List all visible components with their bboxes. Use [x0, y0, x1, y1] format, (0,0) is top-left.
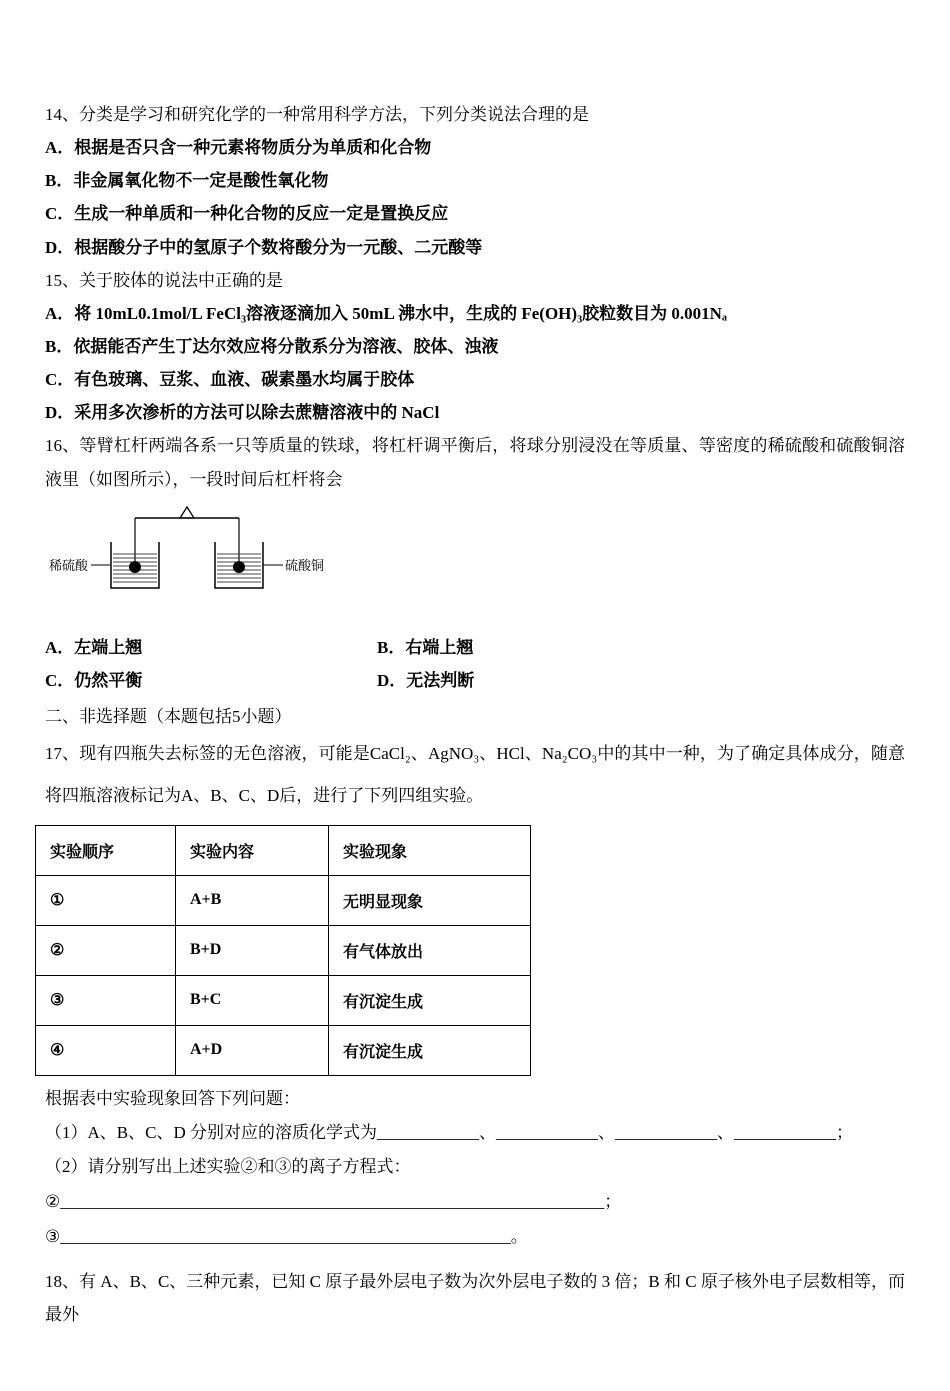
table-cell-order-2: ② [36, 925, 176, 975]
table-row [36, 1025, 531, 1075]
left-beaker-label: 稀硫酸 [49, 557, 89, 573]
q14-stem: 14、分类是学习和研究化学的一种常用科学方法，下列分类说法合理的是 [45, 105, 589, 124]
q17-sub1: （1）A、B、C、D 分别对应的溶质化学式为____________、____________、____________、____________； [45, 1122, 853, 1142]
fulcrum-icon [180, 507, 194, 518]
experiment-table [35, 825, 531, 1076]
q17-sub2: （2）请分别写出上述实验②和③的离子方程式： [45, 1156, 411, 1176]
q16-option-d: D．无法判断 [377, 670, 475, 690]
q17-blank-2: ②________________________________________________________________； [45, 1191, 622, 1211]
table-cell-phenomenon-3: 有沉淀生成 [329, 975, 531, 1025]
q14-option-a: A．根据是否只含一种元素将物质分为单质和化合物 [45, 138, 432, 158]
experiment-table-header-row [36, 825, 531, 875]
q17-stem: 17、现有四瓶失去标签的无色溶液，可能是CaCl₂、AgNO₃、HCl、Na₂CO₃中的其中一种，为了确定具体成分，随意将四瓶溶液标记为A、B、C、D后，进行了下列四组实验。 [45, 744, 905, 805]
table-cell-phenomenon-4: 有沉淀生成 [329, 1025, 531, 1075]
q16-options-row2 [45, 664, 905, 697]
table-cell-order-1: ① [36, 875, 176, 925]
q14-option-b: B．非金属氧化物不一定是酸性氧化物 [45, 171, 329, 191]
table-cell-phenomenon-1: 无明显现象 [329, 875, 531, 925]
table-cell-content-3: B+C [176, 975, 329, 1025]
table-header-order: 实验顺序 [36, 825, 176, 875]
table-cell-order-3: ③ [36, 975, 176, 1025]
table-cell-content-1: A+B [176, 875, 329, 925]
q16-option-a: A．左端上翘 [45, 637, 143, 657]
table-header-phenomenon: 实验现象 [329, 825, 531, 875]
q15-option-a: A．将 10mL0.1mol/L FeCl₃溶液逐滴加入 50mL 沸水中，生成的 Fe(OH)₃胶粒数目为 0.001Nₐ [45, 303, 727, 323]
table-cell-order-4: ④ [36, 1025, 176, 1075]
table-cell-phenomenon-2: 有气体放出 [329, 925, 531, 975]
q16-option-c: C．仍然平衡 [45, 670, 143, 690]
q16-stem: 16、等臂杠杆两端各系一只等质量的铁球，将杠杆调平衡后，将球分别浸没在等质量、等密度的稀硫酸和硫酸铜溶液里（如图所示），一段时间后杠杆将会 [45, 436, 905, 489]
left-iron-ball [129, 561, 141, 573]
right-beaker-label: 硫酸铜 [285, 557, 325, 573]
q15-option-b: B．依据能否产生丁达尔效应将分散系分为溶液、胶体、浊液 [45, 336, 499, 356]
table-cell-content-4: A+D [176, 1025, 329, 1075]
table-header-content: 实验内容 [176, 825, 329, 875]
balance-diagram [47, 504, 347, 612]
right-iron-ball [233, 561, 245, 573]
q15-stem: 15、关于胶体的说法中正确的是 [45, 270, 283, 290]
q15-option-c: C．有色玻璃、豆浆、血液、碳素墨水均属于胶体 [45, 370, 415, 390]
q16-figure [47, 504, 905, 617]
table-row [36, 925, 531, 975]
q16-options-row1 [45, 631, 905, 664]
section-2-header: 二、非选择题（本题包括5小题） [45, 706, 292, 726]
q14-option-d: D．根据酸分子中的氢原子个数将酸分为一元酸、二元酸等 [45, 237, 483, 257]
q15-option-d: D．采用多次渗析的方法可以除去蔗糖溶液中的 NaCl [45, 403, 440, 423]
q16-option-b: B．右端上翘 [377, 637, 474, 657]
q14-option-c: C．生成一种单质和一种化合物的反应一定是置换反应 [45, 204, 449, 224]
table-row [36, 875, 531, 925]
table-row [36, 975, 531, 1025]
q18-stem: 18、有 A、B、C、三种元素，已知 C 原子最外层电子数为次外层电子数的 3 倍；B 和 C 原子核外电子层数相等，而最外 [45, 1271, 905, 1325]
table-cell-content-2: B+D [176, 925, 329, 975]
q17-after-table: 根据表中实验现象回答下列问题： [45, 1088, 300, 1108]
q17-blank-3: ③_____________________________________________________。 [45, 1227, 528, 1247]
